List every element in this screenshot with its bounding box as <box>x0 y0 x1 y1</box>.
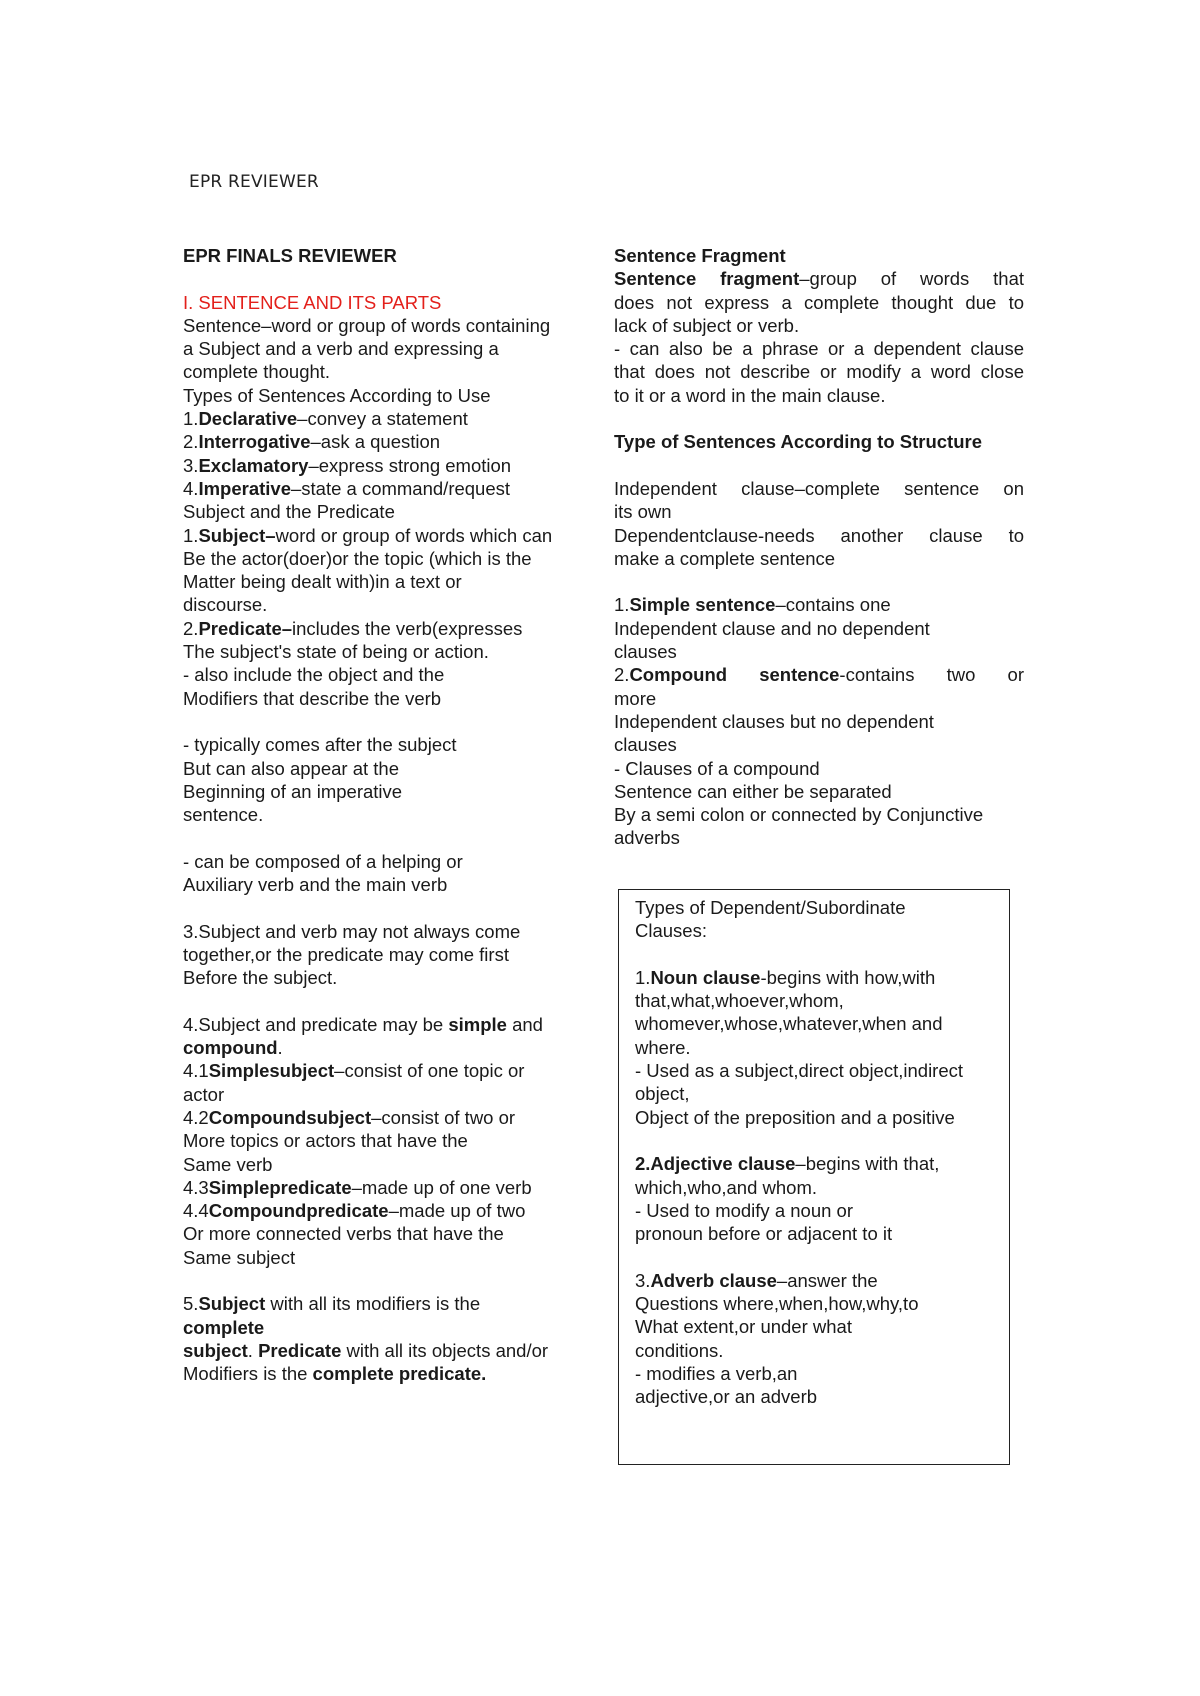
text-line: - modifies a verb,an <box>635 1362 798 1384</box>
list-item-imperative: 4.Imperative–state a command/request <box>183 477 511 499</box>
list-item-interrogative: 2.Interrogative–ask a question <box>183 431 441 453</box>
sentence-definition: complete thought. <box>183 361 331 383</box>
text-line: Modifiers is the complete predicate. <box>183 1363 487 1385</box>
text-line: clauses <box>614 734 677 756</box>
list-item-compound-sentence: 2.Compound sentence-contains two or <box>614 664 1024 686</box>
list-item-adverb-clause: 3.Adverb clause–answer the <box>635 1269 878 1291</box>
text-line: But can also appear at the <box>183 757 399 779</box>
text-line: Same subject <box>183 1246 296 1268</box>
text-line: to it or a word in the main clause. <box>614 384 886 406</box>
box-heading: Types of Dependent/Subordinate <box>635 897 906 918</box>
fragment-definition: Sentence fragment–group of words that <box>614 268 1024 290</box>
page-header: EPR REVIEWER <box>189 172 319 192</box>
text-line: - Clauses of a compound <box>614 757 820 779</box>
fragment-heading: Sentence Fragment <box>614 245 786 266</box>
text-line: sentence. <box>183 804 264 826</box>
text-line: actor <box>183 1083 225 1105</box>
text-line: that does not describe or modify a word close <box>614 361 1024 383</box>
text-line: discourse. <box>183 594 268 616</box>
text-line: does not express a complete thought due to <box>614 291 1024 313</box>
text-line: where. <box>635 1036 691 1058</box>
structure-heading: Type of Sentences According to Structure <box>614 431 983 453</box>
text-line: which,who,and whom. <box>635 1176 818 1198</box>
subject-predicate-heading: Subject and the Predicate <box>183 501 395 523</box>
text-line: Matter being dealt with)in a text or <box>183 571 462 593</box>
list-item-subject: 1.Subject–word or group of words which can <box>183 524 553 546</box>
text-line: - typically comes after the subject <box>183 734 457 756</box>
list-item-simple-sentence: 1.Simple sentence–contains one <box>614 594 891 616</box>
text-line: make a complete sentence <box>614 547 836 569</box>
text-line: pronoun before or adjacent to it <box>635 1223 893 1245</box>
text-line: lack of subject or verb. <box>614 314 800 336</box>
types-use-heading: Types of Sentences According to Use <box>183 384 491 406</box>
text-line: Modifiers that describe the verb <box>183 687 442 709</box>
text-line: together,or the predicate may come first <box>183 943 509 965</box>
list-item-simple-predicate: 4.3Simplepredicate–made up of one verb <box>183 1176 532 1198</box>
list-item-compound-predicate: 4.4Compoundpredicate–made up of two <box>183 1200 526 1222</box>
list-item-simple-subject: 4.1Simplesubject–consist of one topic or <box>183 1060 525 1082</box>
right-column <box>614 244 1024 850</box>
text-line: - Used as a subject,direct object,indirect <box>635 1060 964 1082</box>
text-line: More topics or actors that have the <box>183 1130 468 1152</box>
left-column <box>183 244 595 1386</box>
text-line: Be the actor(doer)or the topic (which is the <box>183 547 532 569</box>
text-line: whomever,whose,whatever,when and <box>635 1013 943 1035</box>
text-line: 4.Subject and predicate may be simple and <box>183 1013 543 1035</box>
box-heading: Clauses: <box>635 920 707 942</box>
text-line: subject. Predicate with all its objects and/or <box>183 1339 549 1361</box>
text-line: Auxiliary verb and the main verb <box>183 874 448 896</box>
text-line: Sentence can either be separated <box>614 780 892 802</box>
dependent-clauses-box <box>618 889 1010 1465</box>
text-line: Questions where,when,how,why,to <box>635 1293 919 1315</box>
text-line: Dependentclause-needs another clause to <box>614 524 1024 546</box>
text-line: - can be composed of a helping or <box>183 850 463 872</box>
text-line: Independent clause–complete sentence on <box>614 477 1024 499</box>
text-line: more <box>614 687 657 709</box>
list-item-adjective-clause: 2.Adjective clause–begins with that, <box>635 1153 940 1175</box>
document-title: EPR FINALS REVIEWER <box>183 245 397 266</box>
section-heading: I. SENTENCE AND ITS PARTS <box>183 291 442 313</box>
text-line: its own <box>614 501 672 523</box>
list-item-compound-subject: 4.2Compoundsubject–consist of two or <box>183 1106 516 1128</box>
sentence-definition: Sentence–word or group of words containing <box>183 314 551 336</box>
text-line: complete <box>183 1316 265 1338</box>
text-line: conditions. <box>635 1339 724 1361</box>
text-line: - can also be a phrase or a dependent clause <box>614 338 1024 360</box>
text-line: compound. <box>183 1037 283 1059</box>
text-line: Object of the preposition and a positive <box>635 1106 955 1128</box>
text-line: clauses <box>614 641 677 663</box>
text-line: 3.Subject and verb may not always come <box>183 920 521 942</box>
text-line: adverbs <box>614 827 680 849</box>
text-line: Or more connected verbs that have the <box>183 1223 504 1245</box>
text-line: - also include the object and the <box>183 664 445 686</box>
list-item-exclamatory: 3.Exclamatory–express strong emotion <box>183 454 512 476</box>
text-line: 5.Subject with all its modifiers is the <box>183 1293 481 1315</box>
list-item-predicate: 2.Predicate–includes the verb(expresses <box>183 617 523 639</box>
text-line: Independent clause and no dependent <box>614 617 930 639</box>
text-line: object, <box>635 1083 690 1105</box>
text-line: By a semi colon or connected by Conjunctive <box>614 804 984 826</box>
text-line: Independent clauses but no dependent <box>614 710 934 732</box>
text-line: Beginning of an imperative <box>183 780 403 802</box>
text-line: adjective,or an adverb <box>635 1386 818 1408</box>
sentence-definition: a Subject and a verb and expressing a <box>183 338 499 360</box>
list-item-declarative: 1.Declarative–convey a statement <box>183 408 468 430</box>
text-line: Before the subject. <box>183 967 338 989</box>
text-line: that,what,whoever,whom, <box>635 990 844 1012</box>
text-line: - Used to modify a noun or <box>635 1199 853 1221</box>
text-line: The subject's state of being or action. <box>183 641 489 663</box>
list-item-noun-clause: 1.Noun clause-begins with how,with <box>635 966 936 988</box>
text-line: Same verb <box>183 1153 273 1175</box>
text-line: What extent,or under what <box>635 1316 852 1338</box>
